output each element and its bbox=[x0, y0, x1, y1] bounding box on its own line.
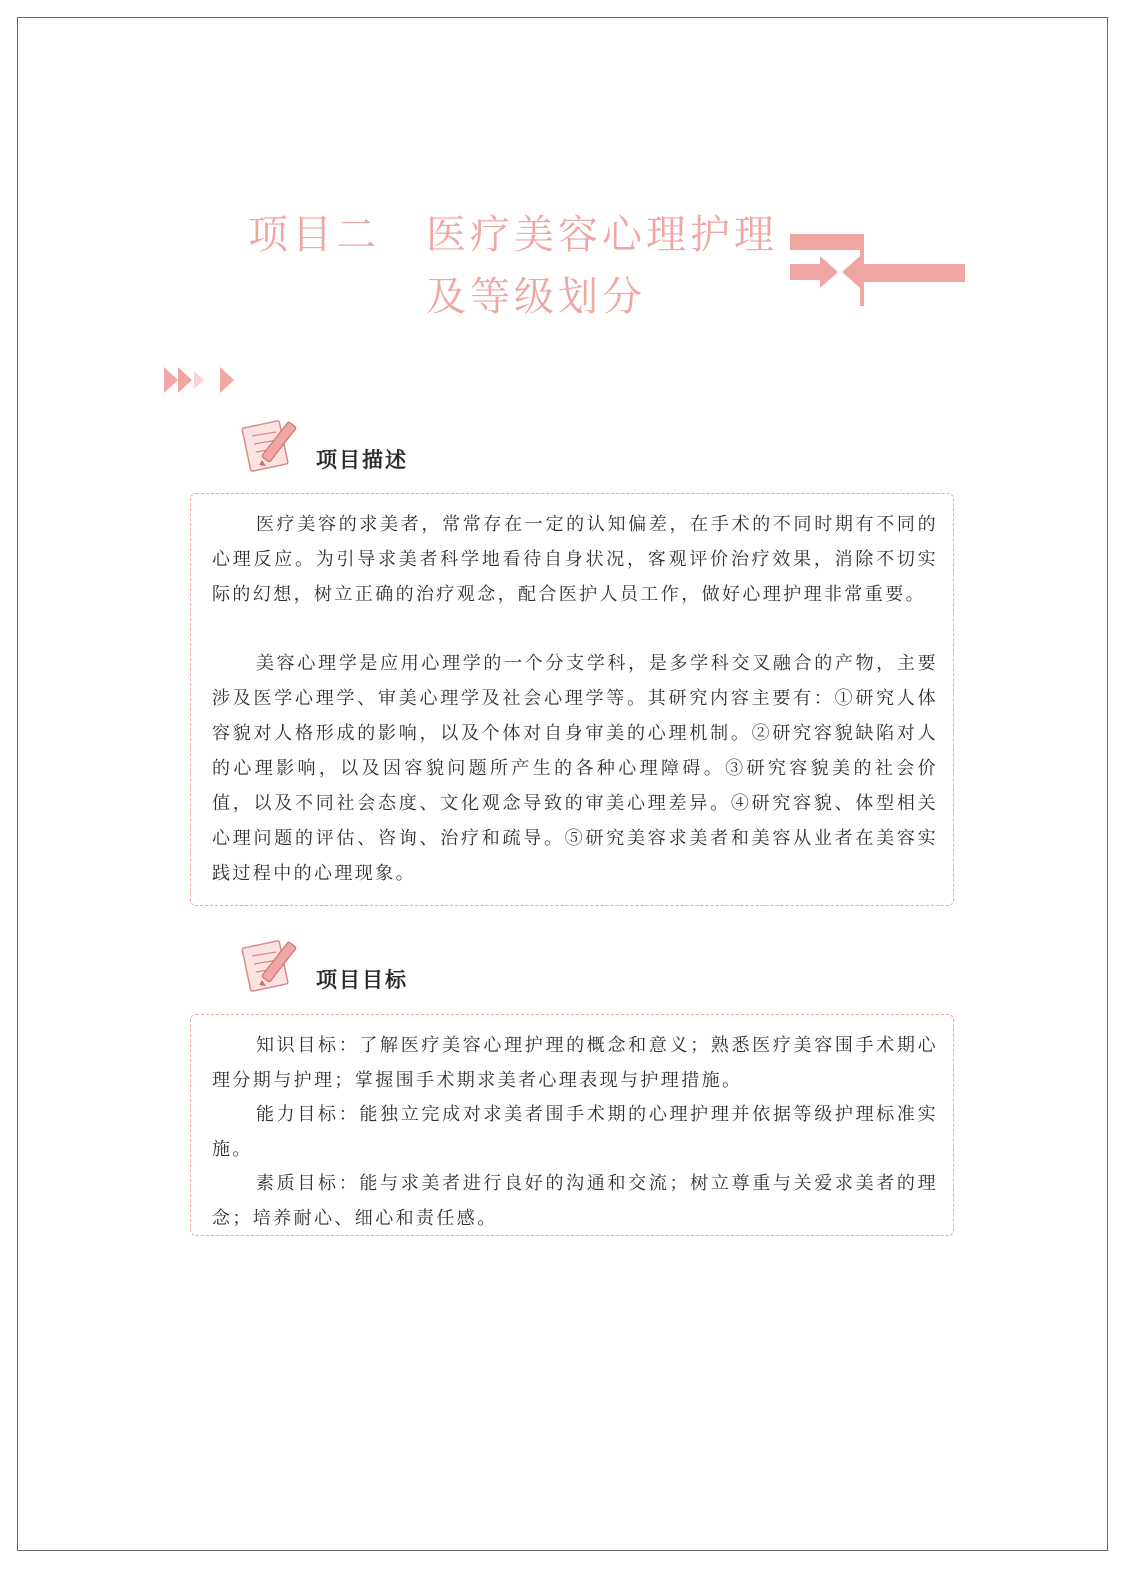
section-heading: 项目目标 bbox=[316, 968, 408, 992]
description-paragraph-2: 美容心理学是应用心理学的一个分支学科，是多学科交叉融合的产物，主要涉及医学心理学、审美心理学及社会心理学等。其研究内容主要有：①研究人体容貌对人格形成的影响，以及个体对自身审美的心理机制。②研究容貌缺陷对人的心理影响，以及因容貌问题所产生的各种心理障碍。③研究容貌美的社会价值，以及不同社会态度、文化观念导致的审美心理差异。④研究容貌、体型相关心理问题的评估、咨询、治疗和疏导。⑤研究美容求美者和美容从业者在美容实践过程中的心理现象。 bbox=[212, 653, 938, 884]
section-header-objectives bbox=[240, 934, 540, 994]
knowledge-objective: 知识目标：了解医疗美容心理护理的概念和意义；熟悉医疗美容围手术期心理分期与护理；掌握围手术期求美者心理表现与护理措施。 bbox=[212, 1035, 938, 1091]
chapter-number: 项目二 bbox=[248, 212, 380, 258]
chapter-title-line-1: 医疗美容心理护理 bbox=[426, 212, 778, 258]
quality-objective: 素质目标：能与求美者进行良好的沟通和交流；树立尊重与关爱求美者的理念；培养耐心、细心和责任感。 bbox=[212, 1173, 938, 1229]
arrow-decoration-icon bbox=[790, 234, 965, 306]
section-heading: 项目描述 bbox=[316, 448, 408, 472]
description-paragraph-1: 医疗美容的求美者，常常存在一定的认知偏差，在手术的不同时期有不同的心理反应。为引导求美者科学地看待自身状况，客观评价治疗效果，消除不切实际的幻想，树立正确的治疗观念，配合医护人员工作，做好心理护理非常重要。 bbox=[212, 514, 938, 605]
book-pencil-icon bbox=[240, 934, 304, 992]
ability-objective: 能力目标：能独立完成对求美者围手术期的心理护理并依据等级护理标准实施。 bbox=[212, 1104, 938, 1160]
chapter-title-line-2: 及等级划分 bbox=[426, 274, 646, 320]
section-header-description bbox=[240, 414, 540, 474]
book-pencil-icon bbox=[240, 414, 304, 472]
double-chevron-icon bbox=[164, 365, 236, 395]
